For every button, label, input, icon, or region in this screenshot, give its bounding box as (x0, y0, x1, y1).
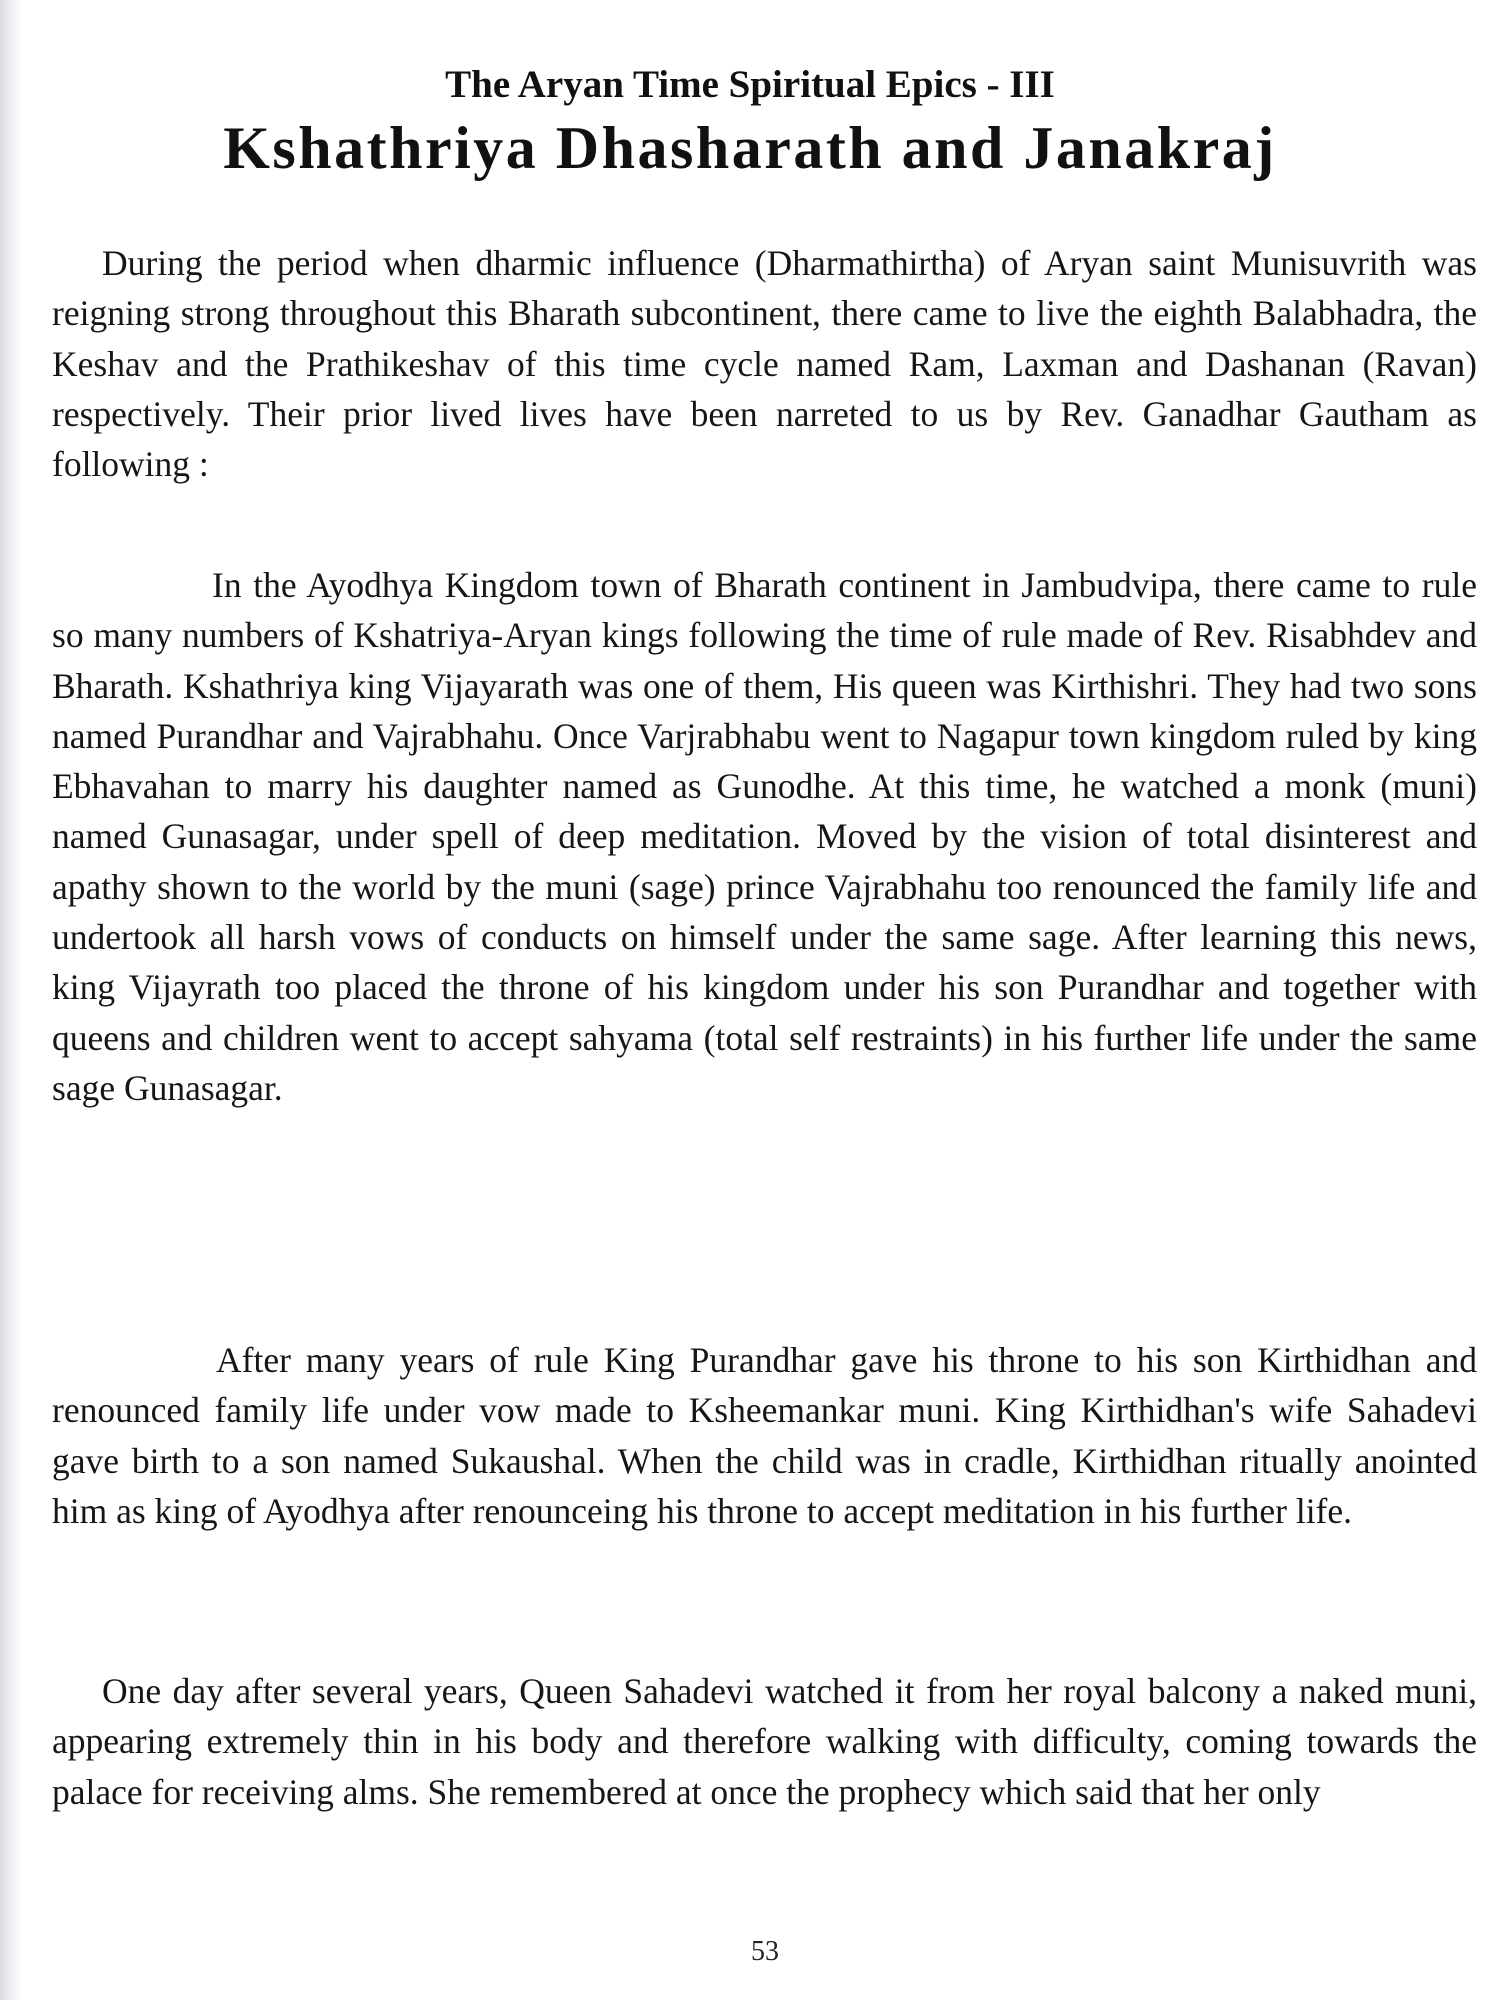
page-number: 53 (751, 1936, 779, 1967)
body-paragraph: In the Ayodhya Kingdom town of Bharath continent in Jambudvipa, there came to rule so many numbers of Kshatriya-Aryan kings following the time of rule made of Rev. Risabhdev and Bharath. Kshathriya king Vijayarath was one of them, His queen was Kirthishri. They had two sons named Purandhar and Vajrabhahu. Once Varjrabhabu went to Nagapur town kingdom ruled by king Ebhavahan to marry his daughter named as Gunodhe. At this time, he watched a monk (muni) named Gunasagar, under spell of deep meditation. Moved by the vision of total disinterest and apathy shown to the world by the muni (sage) prince Vajrabhahu too renounced the family life and undertook all harsh vows of conducts on himself under the same sage. After learning this news, king Vijayrath too placed the throne of his kingdom under his son Purandhar and together with queens and children went to accept sahyama (total self restraints) in his further life under the same sage Gunasagar. (52, 565, 1477, 1108)
body-paragraph: One day after several years, Queen Sahadevi watched it from her royal balcony a naked muni, appearing extremely thin in his body and therefore walking with difficulty, coming towards the palace for receiving alms. She remembered at once the prophecy which said that her only (52, 1671, 1477, 1812)
body-paragraph: After many years of rule King Purandhar gave his throne to his son Kirthidhan and renounced family life under vow made to Ksheemankar muni. King Kirthidhan's wife Sahadevi gave birth to a son named Sukaushal. When the child was in cradle, Kirthidhan ritually anointed him as king of Ayodhya after renounceing his throne to accept meditation in his further life. (52, 1340, 1477, 1531)
chapter-title: Kshathriya Dhasharath and Janakraj (223, 115, 1277, 181)
series-title: The Aryan Time Spiritual Epics - III (445, 63, 1055, 106)
body-paragraph: During the period when dharmic influence (Dharmathirtha) of Aryan saint Munisuvrith was reigning strong throughout this Bharath subcontinent, there came to live the eighth Balabhadra, the Keshav and the Prathikeshav of this time cycle named Ram, Laxman and Dashanan (Ravan) respectively. Their prior lived lives have been narreted to us by Rev. Ganadhar Gautham as following : (52, 243, 1477, 485)
page-binding-shadow (0, 0, 22, 2000)
